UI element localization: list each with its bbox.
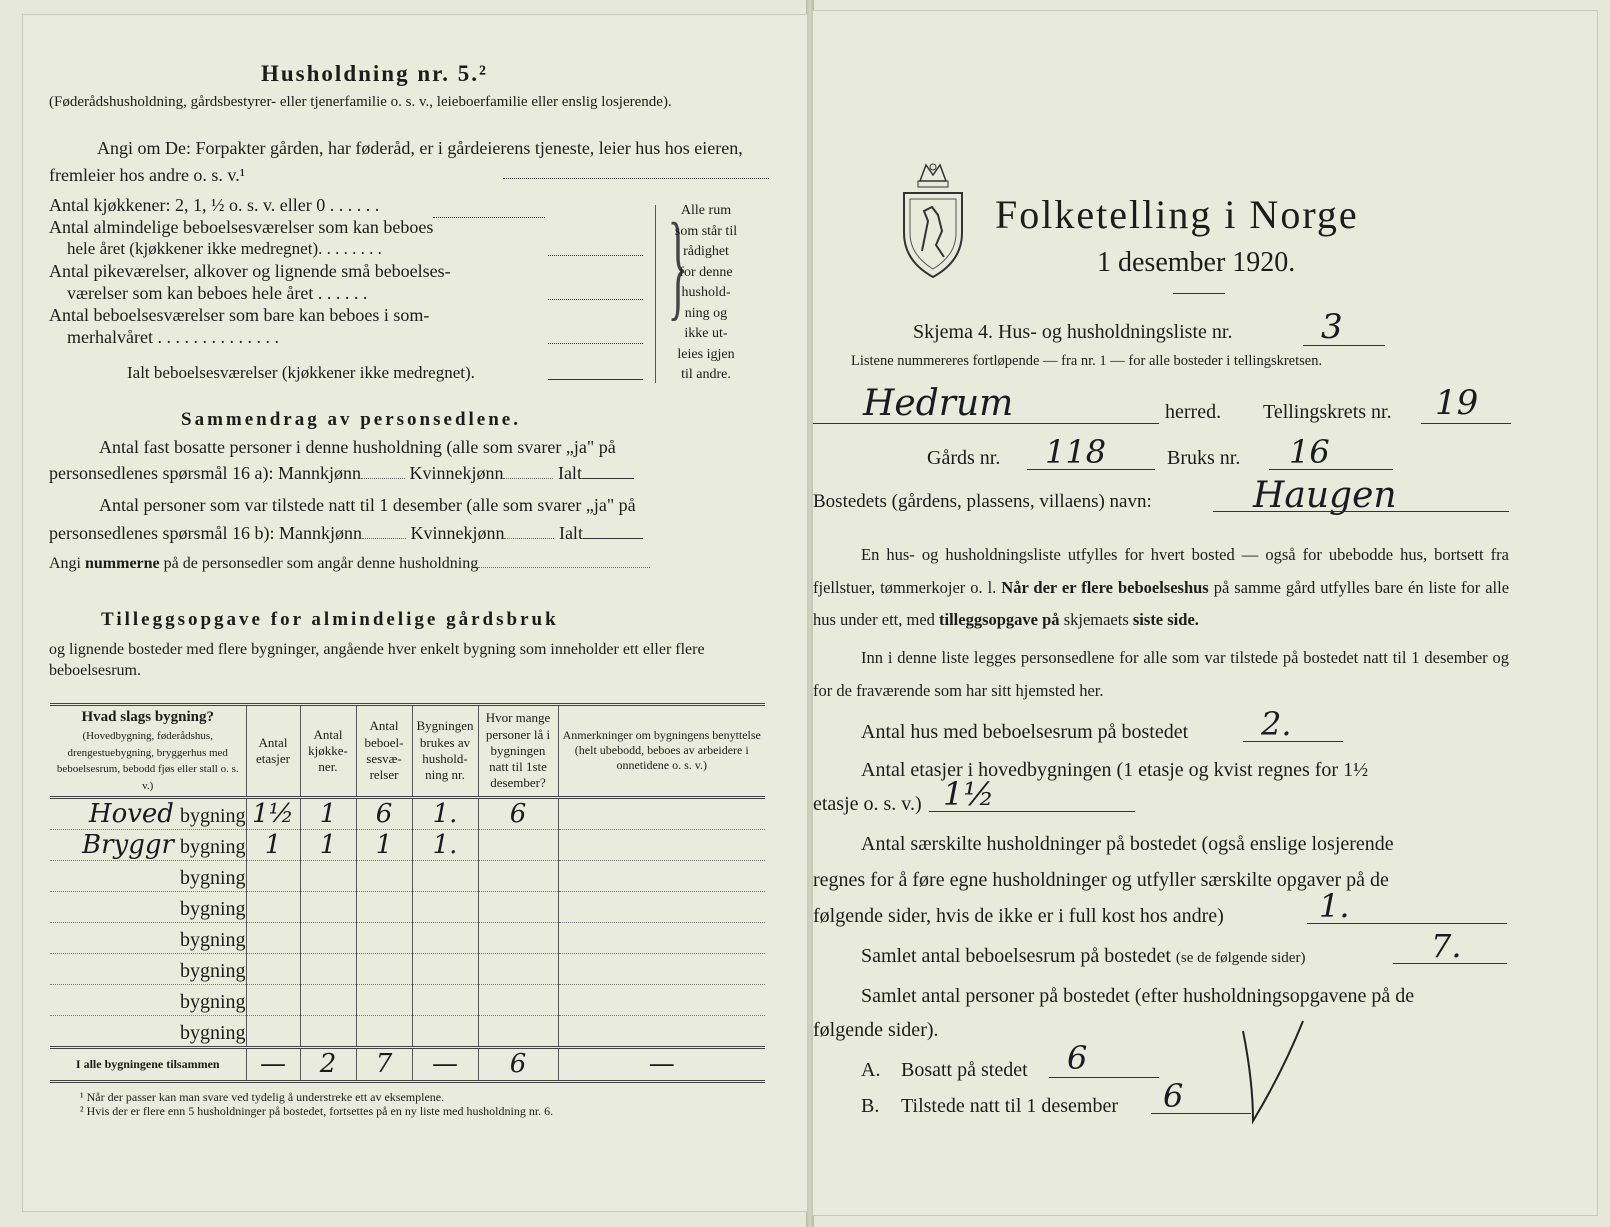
total-etasjer: — [246, 1047, 300, 1081]
cell-hush [412, 984, 478, 1015]
b-text: Tilstede natt til 1 desember [901, 1095, 1119, 1117]
cell-etasjer [246, 922, 300, 953]
bruk-value: 16 [1289, 433, 1330, 471]
cell-anm [558, 829, 765, 860]
small-rooms-line1: Antal pikeværelser, alkover og lignende små beboelses- [49, 261, 451, 281]
right-page [812, 10, 1598, 1216]
building-name-cell [50, 953, 246, 984]
cell-rum [356, 984, 412, 1015]
cell-rum [356, 860, 412, 891]
summary-a-line2: personsedlenes spørsmål 16 a): Mannkjønn Kvinnekjønn Ialt [49, 463, 634, 484]
building-name-cell [50, 1015, 246, 1047]
cell-anm [558, 797, 765, 829]
bosted-value: Haugen [1253, 475, 1397, 516]
building-suffix: bygning [179, 1021, 246, 1044]
cell-hush [412, 1015, 478, 1047]
cell-rum [356, 922, 412, 953]
schema-line: Skjema 4. Hus- og husholdningsliste nr. [913, 321, 1233, 343]
q-households-2: regnes for å føre egne husholdninger og utfyller særskilte opgaver på de [813, 869, 1389, 891]
cell-anm [558, 891, 765, 922]
cell-kjokken [300, 953, 356, 984]
instructions-2: Inn i denne liste legges personsedlene for alle som var tilstede på bostedet natt til 1 desember og for de fraværende som har sitt hjemsted her. [813, 648, 1509, 700]
col-persons: Hvor mange personer lå i bygningen natt til 1ste desember? [478, 705, 558, 798]
building-suffix: bygning [179, 835, 246, 858]
cell-hush: 1. [412, 829, 478, 860]
summer-rooms-line2: merhalvåret . . . . . . . . . . . . . . [67, 327, 279, 347]
check-mark [1223, 1011, 1343, 1131]
cell-personer [478, 1015, 558, 1047]
q-households: Antal særskilte husholdninger på bostedet (også enslige losjerende [861, 833, 1394, 855]
cell-etasjer: 1½ [246, 797, 300, 829]
table-row [50, 1015, 765, 1047]
col-household-no: Bygningen brukes av hushold- ning nr. [412, 705, 478, 798]
q-persons: Samlet antal personer på bostedet (efter husholdningsopgavene på de [861, 985, 1415, 1007]
cell-personer [478, 860, 558, 891]
cell-kjokken [300, 922, 356, 953]
bruk-label: Bruks nr. [1167, 447, 1241, 469]
table-row [50, 797, 765, 829]
cell-rum [356, 1015, 412, 1047]
table-row [50, 829, 765, 860]
supplement-title: Tilleggsopgave for almindelige gårdsbruk [101, 609, 559, 630]
person-numbers-prompt: Angi nummerne på de personsedler som angår denne husholdning [49, 555, 650, 573]
cell-etasjer [246, 984, 300, 1015]
small-rooms-line2: værelser som kan beboes hele året . . . . . . [67, 283, 368, 303]
gard-value: 118 [1045, 433, 1107, 471]
total-anm: — [558, 1047, 765, 1081]
total-rooms-line: Ialt beboelsesværelser (kjøkkener ikke medregnet). [127, 363, 475, 382]
cell-etasjer: 1 [246, 829, 300, 860]
a-text: Bosatt på stedet [901, 1059, 1028, 1081]
cell-personer: 6 [478, 797, 558, 829]
cell-rum: 6 [356, 797, 412, 829]
cell-personer [478, 891, 558, 922]
building-name-cell [50, 922, 246, 953]
building-suffix: bygning [179, 928, 246, 951]
building-name-cell [50, 860, 246, 891]
building-suffix: bygning [179, 897, 246, 920]
rooms-side-note: Alle rum som står til rådighet for denne hushold- ning og ikke ut- leies igjen til andre. [674, 203, 738, 382]
col-floors: Antal etasjer [246, 705, 300, 798]
b-value: 6 [1163, 1077, 1184, 1115]
herred-label: herred. [1165, 401, 1222, 423]
total-personer: 6 [478, 1047, 558, 1081]
table-row [50, 891, 765, 922]
q-floors: Antal etasjer i hovedbygningen (1 etasje og kvist regnes for 1½ [861, 759, 1369, 781]
total-rum: 7 [356, 1047, 412, 1081]
building-suffix: bygning [179, 804, 246, 827]
cell-kjokken [300, 860, 356, 891]
supplement-text: og lignende bosteder med flere bygninger, angående hver enkelt bygning som inneholder ett eller flere beboelsesrum. [49, 641, 705, 679]
q-floors-2: etasje o. s. v.) [813, 793, 922, 815]
col-kitchens: Antal kjøkke- ner. [300, 705, 356, 798]
col-remarks: Anmerkninger om bygningens benyttelse (helt ubebodd, beboes av arbeidere i onnetidene o. s. v.) [558, 705, 765, 798]
q-households-3: følgende sider, hvis de ikke er i full kost hos andre) [813, 905, 1224, 927]
tenancy-question: Angi om De: Forpakter gården, har føderåd, er i gårdeierens tjeneste, leier hus hos eieren, fremleier hos andre o. s. v.¹ [49, 138, 743, 185]
building-suffix: bygning [179, 959, 246, 982]
brace: } [667, 198, 688, 331]
schema-number: 3 [1321, 307, 1343, 347]
cell-anm [558, 860, 765, 891]
summary-b-line2: personsedlenes spørsmål 16 b): Mannkjønn Kvinnekjønn Ialt [49, 523, 643, 544]
total-kjokken: 2 [300, 1047, 356, 1081]
total-hush: — [412, 1047, 478, 1081]
cell-anm [558, 1015, 765, 1047]
total-row [50, 1047, 765, 1081]
summer-rooms-line1: Antal beboelsesværelser som bare kan beboes i som- [49, 305, 430, 325]
cell-kjokken: 1 [300, 797, 356, 829]
household-intro: (Føderådshusholdning, gårdsbestyrer- eller tjenerfamilie o. s. v., leieboerfamilie eller enslig losjerende). [49, 94, 672, 110]
q-households-value: 1. [1319, 887, 1350, 925]
cell-hush [412, 891, 478, 922]
building-name-cell [50, 797, 246, 829]
q-houses: Antal hus med beboelsesrum på bostedet [861, 721, 1189, 743]
summary-a-line1: Antal fast bosatte personer i denne husholdning (alle som svarer „ja" på [99, 437, 616, 457]
building-name: Bryggr [81, 829, 174, 860]
q-rooms-value: 7. [1431, 927, 1462, 965]
cell-rum [356, 953, 412, 984]
cell-hush: 1. [412, 797, 478, 829]
cell-kjokken [300, 1015, 356, 1047]
footnote-1: ¹ Når der passer kan man svare ved tydelig å understreke ett av eksemplene. [80, 1090, 445, 1104]
cell-anm [558, 953, 765, 984]
q-houses-value: 2. [1261, 705, 1292, 743]
coat-of-arms-icon [898, 161, 968, 279]
census-date: 1 desember 1920. [1097, 247, 1296, 278]
cell-rum [356, 891, 412, 922]
krets-label: Tellingskrets nr. [1263, 401, 1392, 423]
cell-kjokken [300, 984, 356, 1015]
q-persons-2: følgende sider). [813, 1019, 939, 1041]
cell-anm [558, 984, 765, 1015]
cell-etasjer [246, 953, 300, 984]
instructions-1: En hus- og husholdningsliste utfylles for hvert bosted — også for ubebodde hus, bortsett fra fjellstuer, tømmerkojer o. l. Når der er flere beboelseshus på samme gård utfylles bare én liste for alle hus under ett, med tilleggsopgave på skjemaets siste side. [813, 545, 1510, 629]
b-label: B. [861, 1095, 880, 1117]
cell-personer [478, 953, 558, 984]
building-name: Hoved [88, 798, 174, 829]
building-name-cell [50, 984, 246, 1015]
cell-personer [478, 984, 558, 1015]
cell-etasjer [246, 860, 300, 891]
building-name-cell [50, 829, 246, 860]
a-value: 6 [1067, 1039, 1088, 1077]
col-rooms: Antal beboel- sesvæ- relser [356, 705, 412, 798]
cell-kjokken: 1 [300, 829, 356, 860]
cell-rum: 1 [356, 829, 412, 860]
summary-title: Sammendrag av personsedlene. [181, 409, 521, 430]
bosted-label: Bostedets (gårdens, plassens, villaens) navn: [813, 491, 1152, 512]
col-building-type: Hvad slags bygning? (Hovedbygning, føderådshus, drengestuebygning, bryggerhus med beboelsesrum, bebodd fjøs eller stall o. s. v.) [50, 705, 246, 798]
ordinary-rooms-line1: Antal almindelige beboelsesværelser som kan beboes [49, 217, 434, 237]
household-title: Husholdning nr. 5.² [261, 61, 488, 86]
table-row [50, 953, 765, 984]
table-row [50, 922, 765, 953]
table-row [50, 984, 765, 1015]
kitchens-line: Antal kjøkkener: 2, 1, ½ o. s. v. eller 0 . . . . . . [49, 195, 380, 215]
q-rooms: Samlet antal beboelsesrum på bostedet (se de følgende sider) [861, 945, 1306, 967]
cell-hush [412, 922, 478, 953]
building-suffix: bygning [179, 866, 246, 889]
census-title: Folketelling i Norge [995, 192, 1359, 237]
table-row [50, 860, 765, 891]
q-floors-value: 1½ [943, 775, 995, 813]
footnote-2: ² Hvis der er flere enn 5 husholdninger på bostedet, fortsettes på en ny liste med husholdning nr. 6. [80, 1104, 554, 1118]
cell-personer [478, 922, 558, 953]
cell-kjokken [300, 891, 356, 922]
summary-b-line1: Antal personer som var tilstede natt til 1 desember (alle som svarer „ja" på [99, 495, 636, 515]
building-table [50, 703, 765, 1083]
cell-etasjer [246, 1015, 300, 1047]
cell-personer [478, 829, 558, 860]
cell-hush [412, 953, 478, 984]
cell-anm [558, 922, 765, 953]
herred-value: Hedrum [863, 383, 1014, 424]
building-name-cell [50, 891, 246, 922]
cell-etasjer [246, 891, 300, 922]
building-suffix: bygning [179, 990, 246, 1013]
numbering-note: Listene nummereres fortløpende — fra nr. 1 — for alle bosteder i tellingskretsen. [851, 353, 1323, 369]
cell-hush [412, 860, 478, 891]
total-label: I alle bygningene tilsammen [50, 1047, 246, 1081]
a-label: A. [861, 1059, 881, 1081]
gard-label: Gårds nr. [927, 447, 1001, 469]
ordinary-rooms-line2: hele året (kjøkkener ikke medregnet). . . . . . . . [67, 239, 382, 258]
krets-value: 19 [1435, 383, 1479, 423]
